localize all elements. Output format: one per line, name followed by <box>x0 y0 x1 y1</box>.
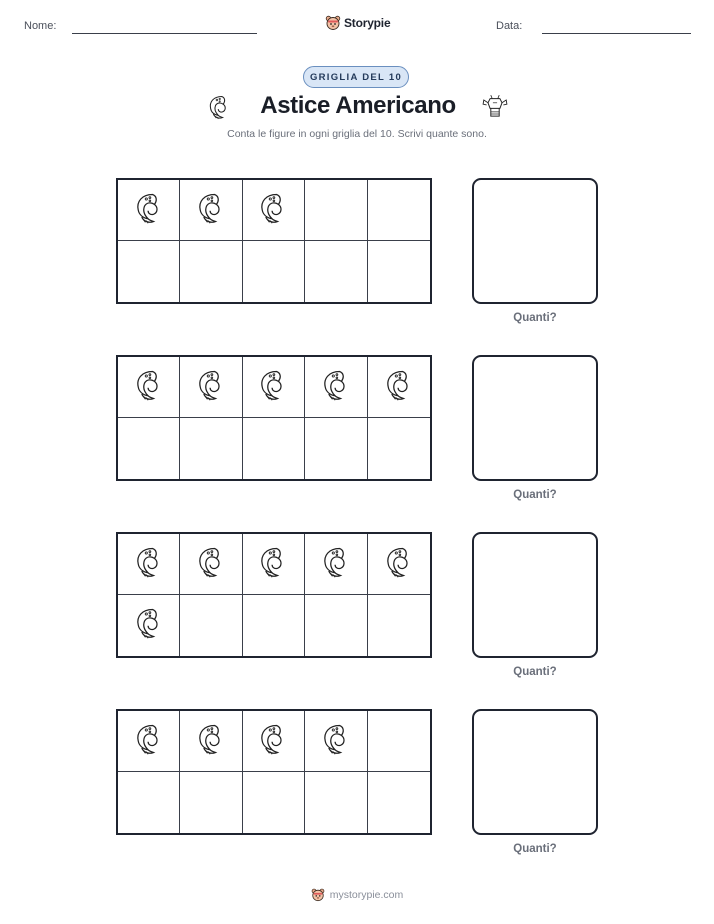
frame-cell <box>118 357 180 418</box>
date-label: Data: <box>496 20 523 32</box>
frame-cell <box>180 418 242 479</box>
answer-box[interactable] <box>472 178 598 304</box>
frame-cell <box>180 772 242 833</box>
answer-label: Quanti? <box>513 666 557 678</box>
lobster-claw-icon <box>193 365 229 410</box>
lobster-claw-icon <box>381 365 417 410</box>
lobster-claw-icon <box>193 542 229 587</box>
frame-cell <box>243 357 305 418</box>
answer-box[interactable] <box>472 709 598 835</box>
frame-cell <box>180 241 242 302</box>
frame-cell <box>305 241 367 302</box>
frame-cell <box>118 595 180 656</box>
frame-cell <box>118 241 180 302</box>
answer-label: Quanti? <box>513 843 557 855</box>
lobster-claw-icon <box>318 542 354 587</box>
frame-cell <box>180 534 242 595</box>
ten-frame <box>116 532 432 658</box>
lobster-claw-icon <box>193 719 229 764</box>
frame-cell <box>243 241 305 302</box>
ten-frame <box>116 355 432 481</box>
answer-label: Quanti? <box>513 489 557 501</box>
lobster-claw-icon <box>255 188 291 233</box>
frame-cell <box>305 418 367 479</box>
ten-frame <box>116 178 432 304</box>
frame-cell <box>180 180 242 241</box>
lobster-claw-icon <box>255 719 291 764</box>
frame-cell <box>118 772 180 833</box>
frame-cell <box>305 357 367 418</box>
answer-box[interactable] <box>472 355 598 481</box>
frame-cell <box>118 418 180 479</box>
frame-cell <box>305 772 367 833</box>
answer-box[interactable] <box>472 532 598 658</box>
lobster-claw-icon <box>318 365 354 410</box>
footer-url: mystorypie.com <box>329 889 404 901</box>
frame-cell <box>180 357 242 418</box>
frame-cell <box>118 534 180 595</box>
frame-cell <box>368 534 430 595</box>
ten-frame <box>116 709 432 835</box>
lobster-claw-icon <box>381 542 417 587</box>
frame-cell <box>243 534 305 595</box>
frame-cell <box>305 595 367 656</box>
frame-cell <box>180 595 242 656</box>
lobster-claw-icon <box>255 542 291 587</box>
frame-cell <box>368 180 430 241</box>
lobster-claw-icon <box>131 365 167 410</box>
date-line[interactable] <box>542 33 691 34</box>
frame-cell <box>368 241 430 302</box>
instructions: Conta le figure in ogni griglia del 10. Scrivi quante sono. <box>227 128 487 140</box>
frame-cell <box>118 711 180 772</box>
name-line[interactable] <box>72 33 257 34</box>
page-title: Astice Americano <box>260 92 456 119</box>
lobster-claw-icon <box>255 365 291 410</box>
frame-cell <box>243 711 305 772</box>
frame-cell <box>243 180 305 241</box>
lobster-claw-icon <box>131 542 167 587</box>
lobster-claw-icon <box>131 719 167 764</box>
lobster-claw-icon <box>205 93 233 121</box>
bear-logo-icon <box>325 15 341 31</box>
brand-name: Storypie <box>344 16 391 30</box>
lobster-claw-icon <box>131 188 167 233</box>
frame-cell <box>368 772 430 833</box>
frame-cell <box>243 418 305 479</box>
category-badge: GRIGLIA DEL 10 <box>303 66 409 88</box>
frame-cell <box>368 357 430 418</box>
frame-cell <box>305 180 367 241</box>
frame-cell <box>368 711 430 772</box>
frame-cell <box>305 711 367 772</box>
lobster-claw-icon <box>131 603 167 648</box>
lobster-body-icon <box>481 93 509 121</box>
answer-label: Quanti? <box>513 312 557 324</box>
frame-cell <box>118 180 180 241</box>
frame-cell <box>180 711 242 772</box>
bear-logo-icon <box>311 888 325 902</box>
frame-cell <box>243 595 305 656</box>
frame-cell <box>368 595 430 656</box>
name-label: Nome: <box>24 20 57 32</box>
lobster-claw-icon <box>193 188 229 233</box>
frame-cell <box>305 534 367 595</box>
frame-cell <box>368 418 430 479</box>
frame-cell <box>243 772 305 833</box>
lobster-claw-icon <box>318 719 354 764</box>
brand-logo <box>325 14 390 32</box>
footer <box>0 888 714 902</box>
